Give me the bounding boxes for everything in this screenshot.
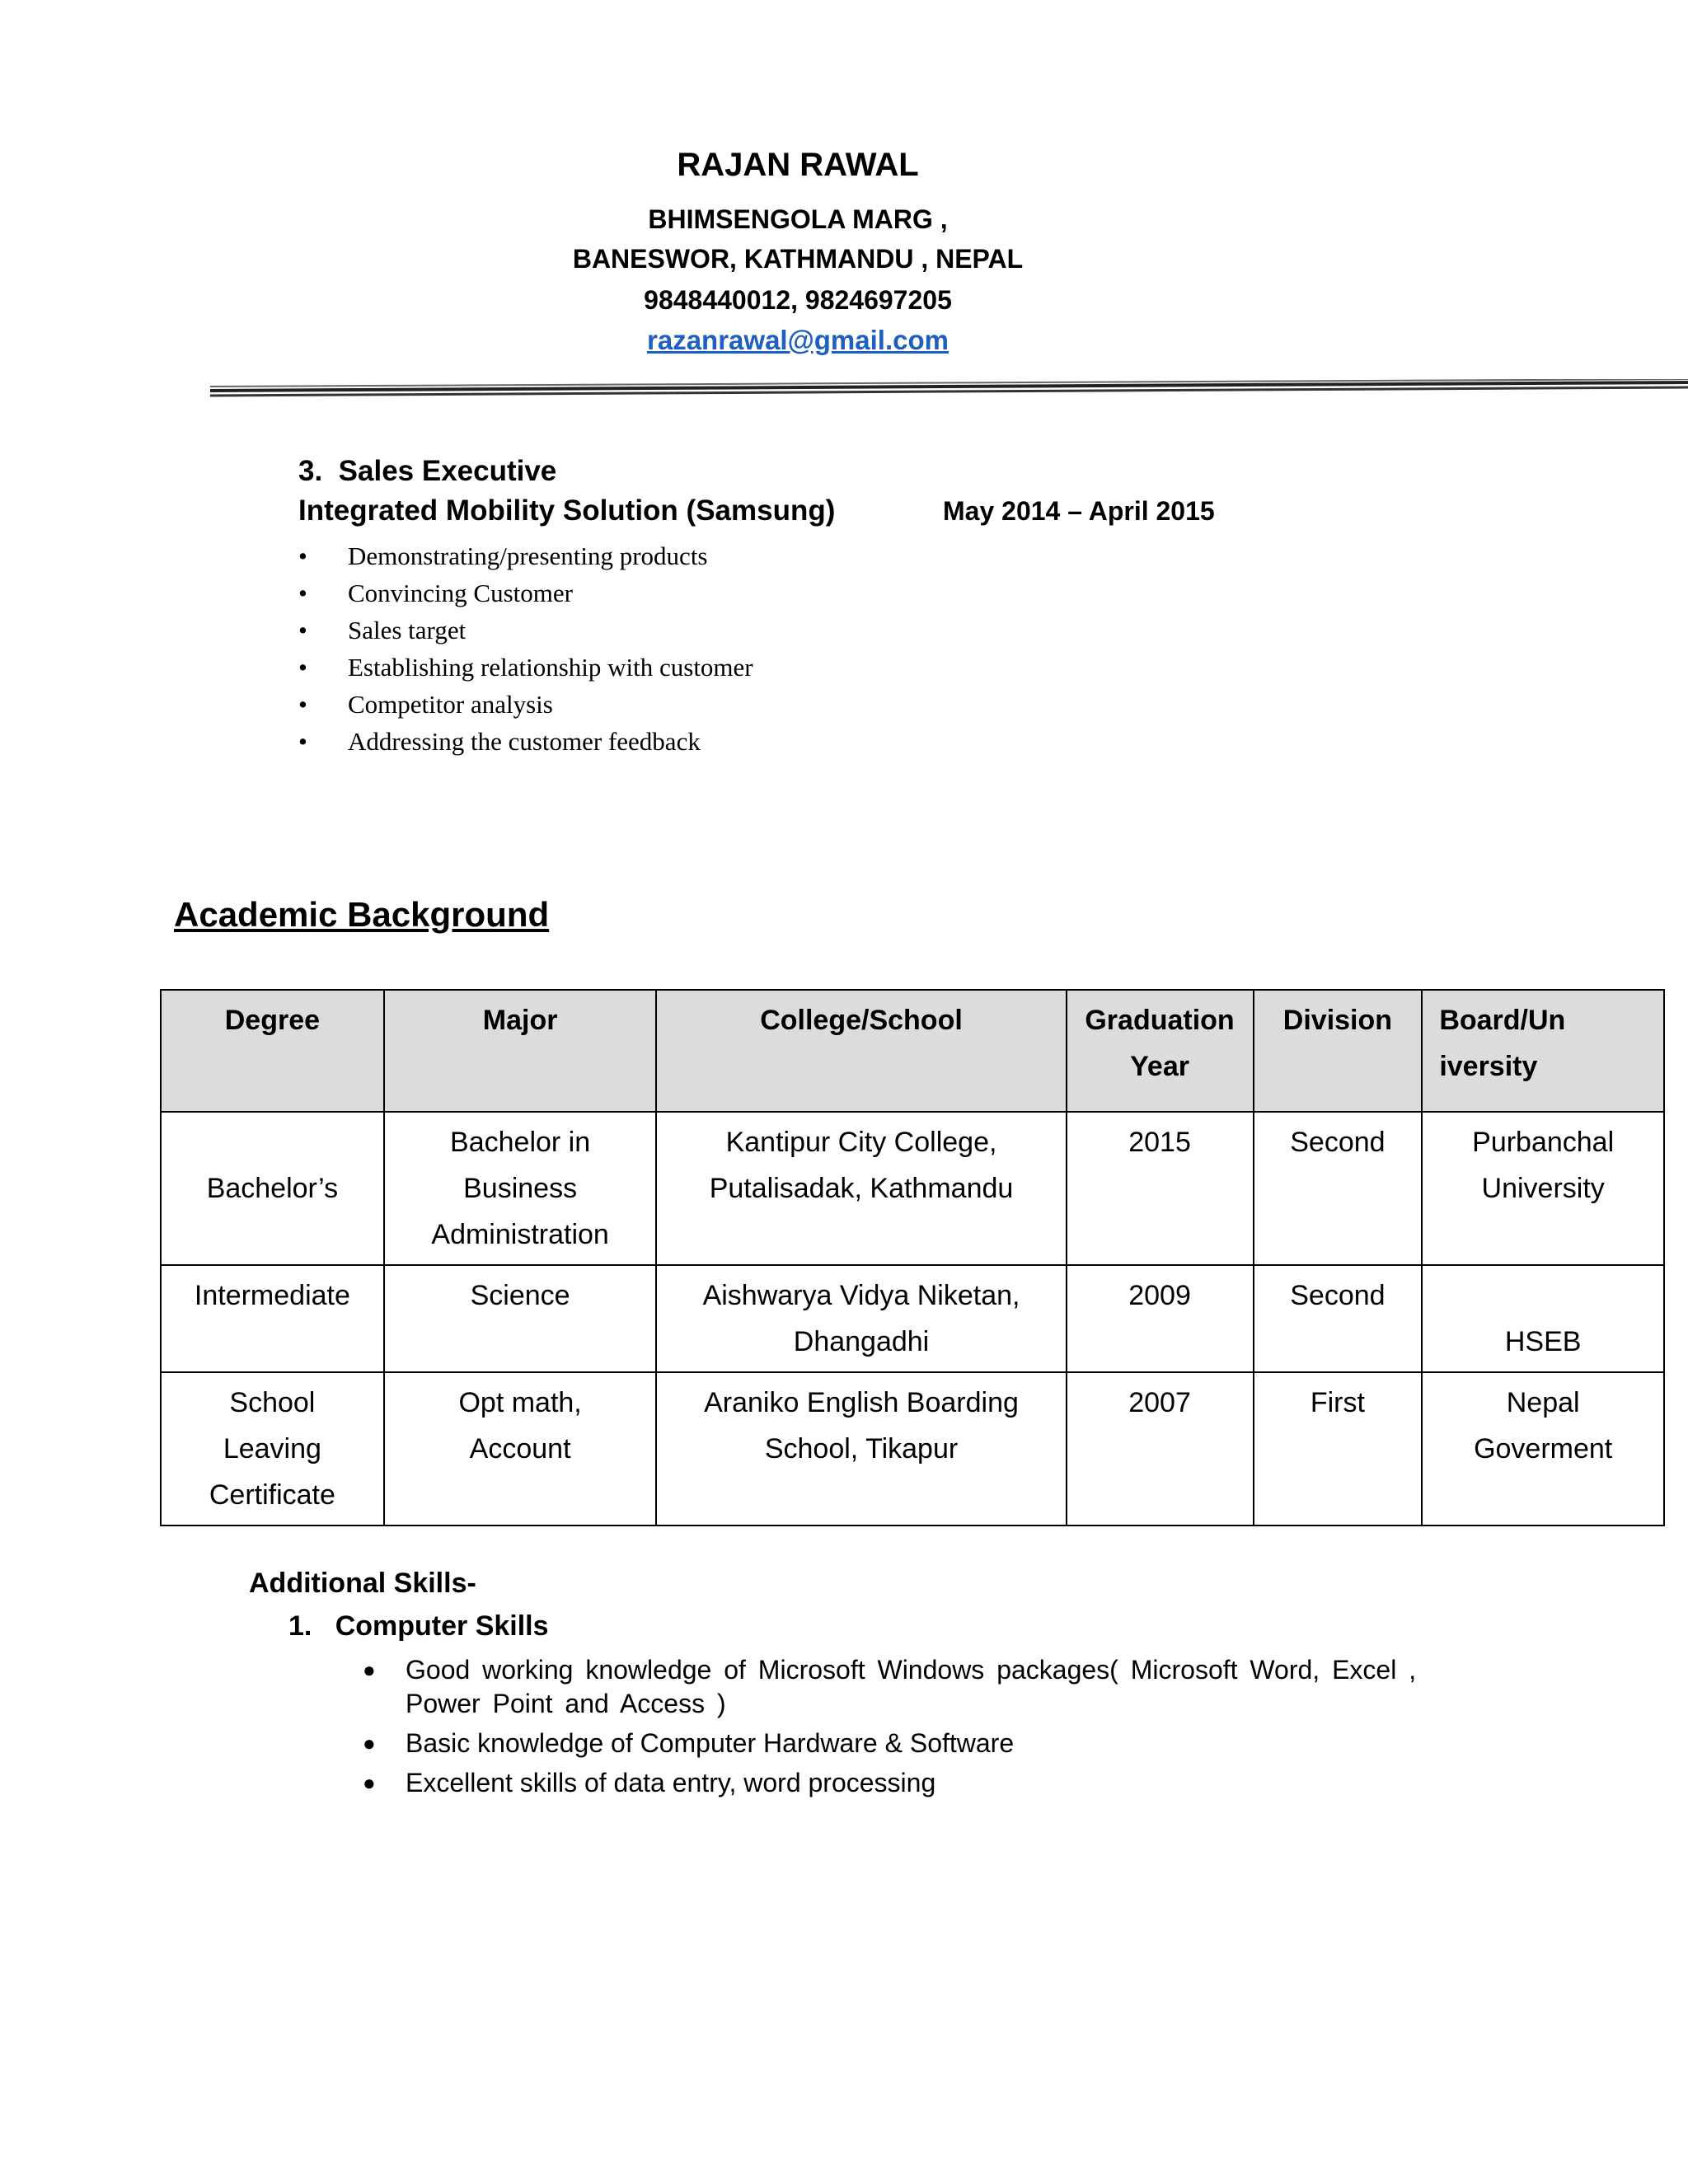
col-division: Division [1254,990,1423,1112]
col-college: College/School [656,990,1066,1112]
candidate-name: RAJAN RAWAL [677,147,919,183]
bullet-icon: ● [363,1770,376,1795]
cell-college: Aishwarya Vidya Niketan, Dhangadhi [656,1265,1066,1372]
cell-division: Second [1254,1112,1423,1265]
phone-numbers: 9848440012, 9824697205 [644,285,952,315]
skills-sub-number: 1. [288,1610,312,1642]
job-title: Sales Executive [338,455,557,487]
cell-year: 2007 [1067,1372,1254,1526]
job-heading [298,455,556,488]
bullet-icon: ● [363,1657,376,1682]
bullet-icon: • [298,727,307,756]
cell-major: Bachelor in Business Administration [384,1112,657,1265]
address-line-1: BHIMSENGOLA MARG , [648,204,948,234]
col-board: Board/Un iversity [1422,990,1664,1112]
skills-title: Additional Skills- [249,1568,476,1599]
bullet-icon: • [298,653,307,682]
cell-year: 2015 [1067,1112,1254,1265]
cell-year: 2009 [1067,1265,1254,1372]
cell-degree: School Leaving Certificate [161,1372,384,1526]
list-item: • Sales target [298,612,753,649]
list-item: • Establishing relationship with customer [298,649,753,686]
bullet-icon: • [298,579,307,607]
bullet-icon: • [298,541,307,570]
list-item: ● Basic knowledge of Computer Hardware & Software [363,1727,1418,1760]
academic-table [160,989,1665,1526]
col-graduation-year: Graduation Year [1067,990,1254,1112]
table-header-row [161,990,1664,1112]
col-degree: Degree [161,990,384,1112]
cell-major: Science [384,1265,657,1372]
job-company: Integrated Mobility Solution (Samsung) [298,494,836,527]
col-major: Major [384,990,657,1112]
skills-subheading [288,1610,549,1643]
bullet-icon: • [298,616,307,644]
list-item: ● Good working knowledge of Microsoft Windows packages( Microsoft Word, Excel , Power Point and Access ) [363,1653,1418,1721]
academic-title: Academic Background [174,895,550,934]
address-line-2: BANESWOR, KATHMANDU , NEPAL [572,244,1024,274]
table-row [161,1112,1664,1265]
list-item: ● Excellent skills of data entry, word processing [363,1766,1418,1800]
cell-degree: Bachelor’s [161,1112,384,1265]
cell-division: First [1254,1372,1423,1526]
cell-division: Second [1254,1265,1423,1372]
email-link[interactable]: razanrawal@gmail.com [647,325,949,355]
table-row [161,1372,1664,1526]
list-item: • Convincing Customer [298,574,753,612]
header-divider [210,379,1688,397]
bullet-icon: ● [363,1731,376,1755]
cell-board: HSEB [1422,1265,1664,1372]
list-item: • Competitor analysis [298,686,753,723]
cell-degree: Intermediate [161,1265,384,1372]
duty-list [298,537,753,760]
bullet-icon: • [298,690,307,719]
job-number: 3. [298,455,323,487]
skill-list [363,1653,1418,1806]
cell-major: Opt math, Account [384,1372,657,1526]
cell-board: Purbanchal University [1422,1112,1664,1265]
table-row [161,1265,1664,1372]
cell-college: Araniko English Boarding School, Tikapur [656,1372,1066,1526]
skills-sub-title: Computer Skills [335,1610,549,1642]
cell-college: Kantipur City College, Putalisadak, Kathmandu [656,1112,1066,1265]
cell-board: Nepal Goverment [1422,1372,1664,1526]
list-item: • Demonstrating/presenting products [298,537,753,574]
job-dates: May 2014 – April 2015 [943,496,1215,526]
email-row [0,325,1596,356]
list-item: • Addressing the customer feedback [298,723,753,760]
